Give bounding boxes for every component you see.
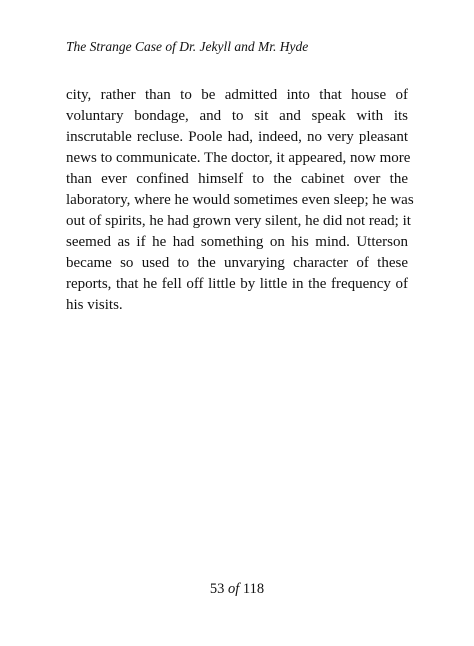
text-line: city, rather than to be admitted into that house of [66,87,408,103]
page-number-footer [0,580,474,598]
text-line: news to communicate. The doctor, it appeared, now more [66,150,411,166]
current-page-number: 53 [209,581,225,597]
text-line: reports, that he fell off little by little in the frequency of [66,276,408,292]
text-line: inscrutable recluse. Poole had, indeed, no very pleasant [66,129,408,145]
total-pages-number: 118 [242,581,265,597]
running-header-title: The Strange Case of Dr. Jekyll and Mr. Hyde [66,39,309,54]
page-of-label: of [228,581,240,597]
text-line: his visits. [66,297,123,313]
text-line: out of spirits, he had grown very silent, he did not read; it [66,213,411,229]
text-line: seemed as if he had something on his mind. Utterson [66,234,408,250]
body-paragraph [66,85,414,316]
text-line: than ever confined himself to the cabinet over the [66,171,408,187]
text-line: laboratory, where he would sometimes even sleep; he was [66,192,414,208]
text-line: became so used to the unvarying character of these [66,255,408,271]
text-line: voluntary bondage, and to sit and speak with its [66,108,408,124]
